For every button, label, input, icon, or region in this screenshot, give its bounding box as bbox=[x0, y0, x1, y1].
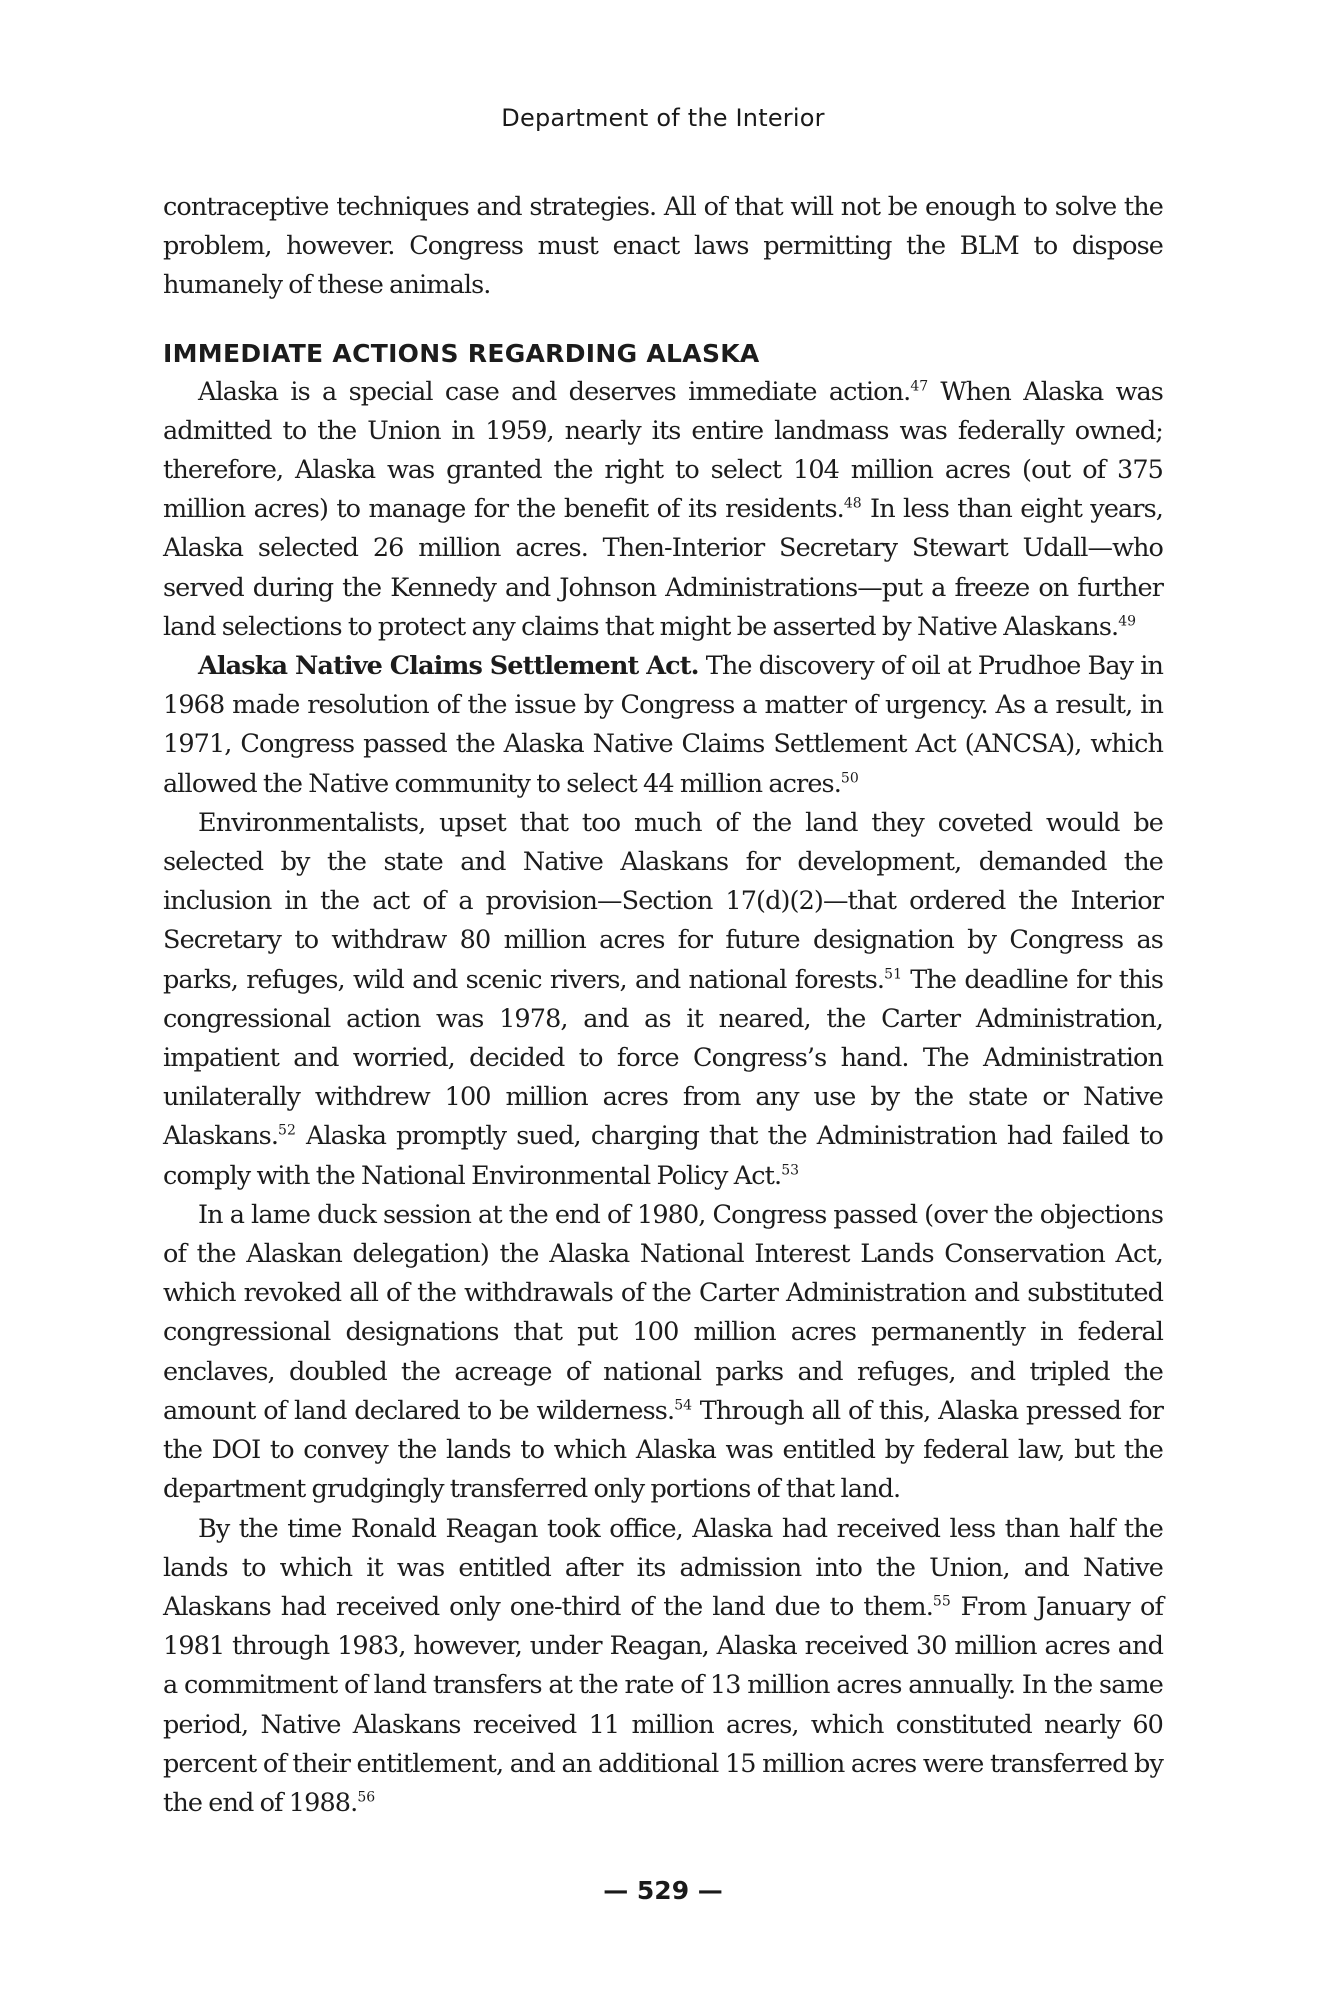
section-heading: IMMEDIATE ACTIONS REGARDING ALASKA bbox=[163, 338, 760, 368]
paragraph-text: Alaska promptly sued, charging that the Administration had failed to comply with the National Environmental Policy Act. bbox=[163, 1121, 1163, 1191]
paragraph-text: Through all of this, Alaska pressed for the DOI to convey the lands to which Alaska was entitled by federal law, but the department grudgingly transferred only portions of that land. bbox=[163, 1395, 1164, 1505]
page-number: — 529 — bbox=[603, 1876, 723, 1905]
paragraph-continued bbox=[163, 188, 1163, 306]
paragraph-alaska-intro bbox=[163, 373, 1163, 647]
footnote-ref: 47 bbox=[910, 378, 929, 395]
paragraph-text: In less than eight years, Alaska selected 26 million acres. Then-Interior Secretary Stewart Udall—who served during the Kennedy and Johnson Administrations—put a freeze on further land selections to protect any claims that might be asserted by Native Alaskans. bbox=[163, 494, 1163, 642]
paragraph-text: By the time Ronald Reagan took office, Alaska had received less than half the lands to which it was entitled after its admission into the Union, and Native Alaskans had received only one-third of the land due to them. bbox=[163, 1513, 1163, 1622]
paragraph-text: When Alaska was admitted to the Union in 1959, nearly its entire landmass was federally owned; therefore, Alaska was granted the right to select 104 million acres (out of 375 million acres) to manage for the benefit of its residents. bbox=[163, 376, 1163, 525]
paragraph-text: The deadline for this congressional action was 1978, and as it neared, the Carter Administration, impatient and worried, decided to force Congress’s hand. The Administration unilaterally withdrew 100 million acres from any use by the state or Native Alaskans. bbox=[163, 964, 1164, 1152]
paragraph-text: contraceptive techniques and strategies. All of that will not be enough to solve the problem, however. Congress must enact laws permitting the BLM to dispose humanely of these animals. bbox=[163, 192, 1163, 301]
paragraph-lame-duck bbox=[163, 1196, 1163, 1510]
paragraph-ancsa bbox=[163, 647, 1163, 804]
footnote-ref: 54 bbox=[674, 1397, 693, 1414]
footnote-ref: 56 bbox=[357, 1789, 376, 1806]
footnote-ref: 50 bbox=[840, 770, 859, 787]
footnote-ref: 48 bbox=[843, 495, 862, 512]
paragraph-text: Alaska is a special case and deserves immediate action. bbox=[198, 376, 911, 407]
running-head: Department of the Interior bbox=[501, 104, 825, 132]
paragraph-environmentalists bbox=[163, 804, 1163, 1196]
paragraph-text: From January of 1981 through 1983, however, under Reagan, Alaska received 30 million acres and a commitment of land transfers at the rate of 13 million acres annually. In the same period, Native Alaskans received 11 million acres, which constituted nearly 60 percent of their entitlement, and an additional 15 million acres were transferred by the end of 1988. bbox=[163, 1591, 1163, 1818]
paragraph-text: The discovery of oil at Prudhoe Bay in 1968 made resolution of the issue by Congress a matter of urgency. As a result, in 1971, Congress passed the Alaska Native Claims Settlement Act (ANCSA), which allowed the Native community to select 44 million acres. bbox=[163, 651, 1164, 799]
footnote-ref: 52 bbox=[278, 1122, 296, 1139]
footnote-ref: 51 bbox=[884, 966, 902, 983]
footnote-ref: 55 bbox=[932, 1593, 951, 1610]
body-text bbox=[163, 188, 1163, 1823]
run-in-heading: Alaska Native Claims Settlement Act. bbox=[198, 651, 699, 682]
paragraph-text: Environmentalists, upset that too much of the land they coveted would be selected by the state and Native Alaskans for development, demanded the inclusion in the act of a provision—Section 17(d)(2)—that ordered the Interior Secretary to withdraw 80 million acres for future designation by Congress as parks, refuges, wild and scenic rivers, and national forests. bbox=[163, 807, 1163, 995]
footnote-ref: 49 bbox=[1118, 613, 1137, 630]
paragraph-text: In a lame duck session at the end of 1980, Congress passed (over the objections of the Alaskan delegation) the Alaska National Interest Lands Conservation Act, which revoked all of the withdrawals of the Carter Administration and substituted congressional designations that put 100 million acres permanently in federal enclaves, doubled the acreage of national parks and refuges, and tripled the amount of land declared to be wilderness. bbox=[163, 1199, 1163, 1426]
paragraph-reagan bbox=[163, 1510, 1163, 1824]
footnote-ref: 53 bbox=[781, 1162, 800, 1179]
